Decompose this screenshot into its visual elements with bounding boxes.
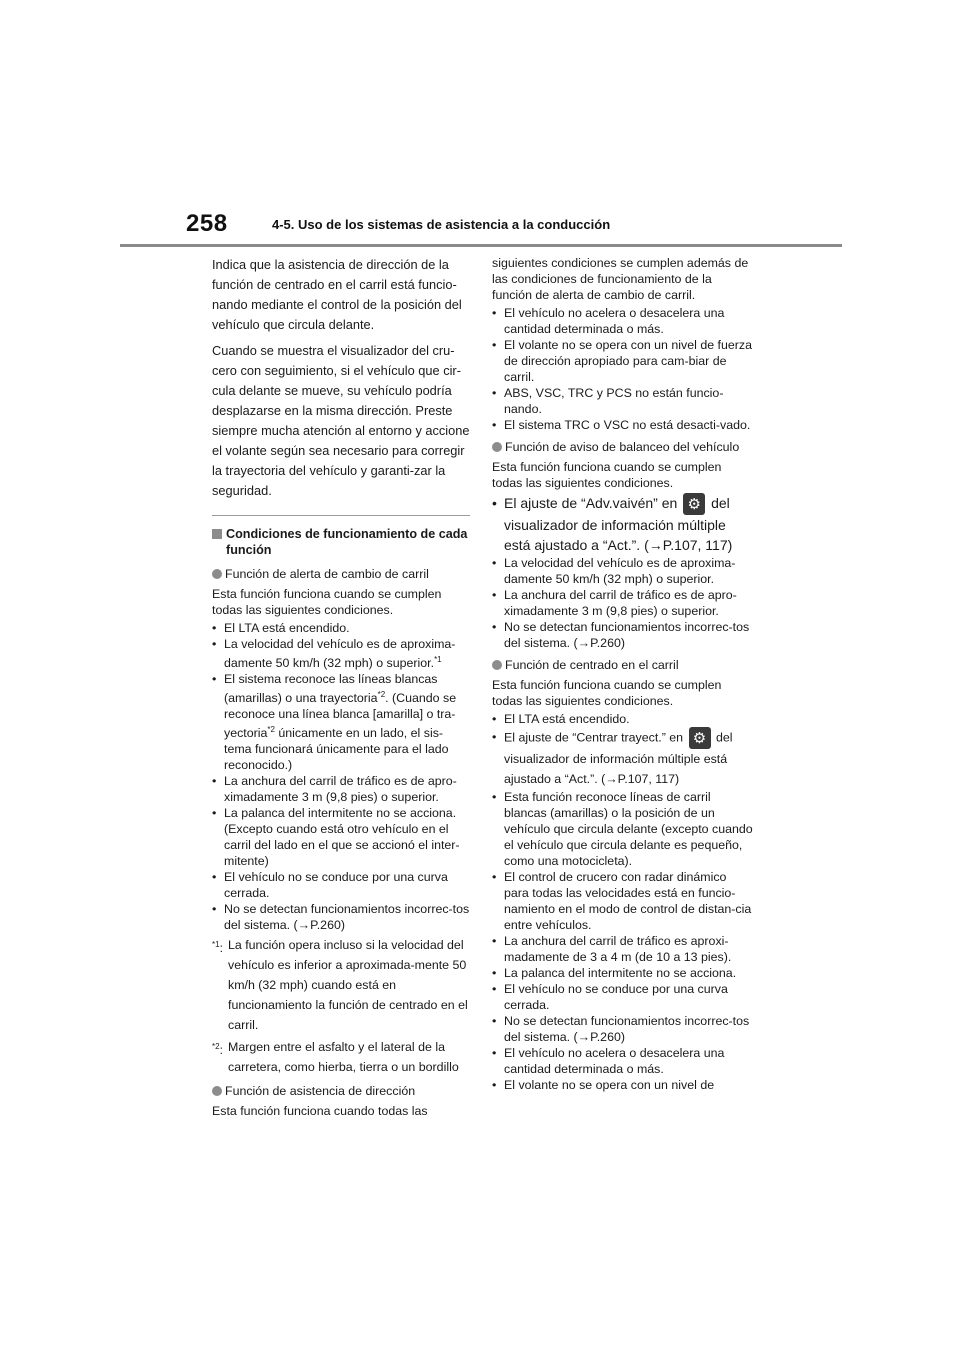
list-item-text: La velocidad del vehículo es de aproxima-damente 50 km/h (32 mph) o superior.: [224, 637, 456, 671]
section-divider: [212, 515, 470, 516]
continued-text: siguientes condiciones se cumplen además de las condiciones de funcionamiento de la función de alerta de cambio de carril.: [492, 256, 749, 302]
footnote-1: [212, 935, 470, 1035]
footnote-ref: *2: [377, 690, 386, 700]
subsection-title-steering-assist: [212, 1083, 470, 1099]
settings-icon: ⚙: [683, 493, 705, 515]
list-item: • El LTA está encendido.: [492, 711, 754, 727]
intro-text: [212, 255, 470, 501]
list-item: • La anchura del carril de tráfico es de apro-ximadamente 3 m (9,8 pies) o superior.: [212, 773, 470, 805]
list-item-text: del visualizador de información múltiple está ajustado a “Act.”. (→P.107, 117): [504, 495, 733, 554]
right-column: [492, 255, 754, 1093]
square-bullet-icon: [212, 529, 222, 539]
list-item: • La velocidad del vehículo es de aproxima-damente 50 km/h (32 mph) o superior.: [492, 555, 754, 587]
list-item: • El volante no se opera con un nivel de fuerza de dirección apropiado para cam-biar de carril.: [492, 337, 754, 385]
subsection-title-lane-departure: [212, 566, 470, 582]
footnote-mark: $^{*2}$:: [212, 1042, 223, 1058]
list-item-text: El sistema reconoce las líneas blancas (amarillas) o una trayectoria: [224, 672, 438, 706]
list-item: [212, 671, 470, 773]
settings-icon: ⚙: [689, 727, 711, 749]
list-item: • El vehículo no se conduce por una curva cerrada.: [212, 869, 470, 901]
list-item: • El vehículo no se conduce por una curva cerrada.: [492, 981, 754, 1013]
list-item: • El vehículo no acelera o desacelera una cantidad determinada o más.: [492, 305, 754, 337]
list-item: • Esta función reconoce líneas de carril blancas (amarillas) o la posición de un vehículo que circula delante (excepto cuando el vehículo que circula delante es pequeño, como una motocicleta).: [492, 789, 754, 869]
section-title: 4-5. Uso de los sistemas de asistencia a la conducción: [272, 217, 611, 232]
header-divider: [120, 244, 842, 247]
left-column: [212, 255, 470, 1119]
subsection-title-text: Función de alerta de cambio de carril: [225, 567, 429, 581]
list-item: • La palanca del intermitente no se acciona.: [492, 965, 754, 981]
list-item: • No se detectan funcionamientos incorrec-tos del sistema. (→P.260): [492, 619, 754, 651]
list-item: • El sistema TRC o VSC no está desacti-vado.: [492, 417, 754, 433]
list-item: • La anchura del carril de tráfico es aproxi-madamente de 3 a 4 m (de 10 a 13 pies).: [492, 933, 754, 965]
footnote-ref: *2: [267, 725, 275, 735]
subsection-title-text: Función de aviso de balanceo del vehículo: [505, 440, 740, 454]
subsection-text: Esta función funciona cuando se cumplen todas las siguientes condiciones.: [492, 678, 722, 709]
footnote-ref: *1: [434, 655, 442, 664]
circle-bullet-icon: [492, 442, 502, 452]
subsection-text: Esta función funciona cuando se cumplen todas las siguientes condiciones.: [492, 460, 722, 490]
list-item: [492, 727, 754, 789]
condition-list: [492, 711, 754, 1093]
subsection-title-text: Función de centrado en el carril: [505, 658, 679, 673]
subsection-title-text: Función de asistencia de dirección: [225, 1084, 416, 1099]
subsection-title-sway-warning: [492, 439, 754, 455]
list-item: • La palanca del intermitente no se acciona. (Excepto cuando está otro vehículo en el carril del lado en el que se accionó el inter-mitente): [212, 805, 470, 869]
circle-bullet-icon: [212, 569, 222, 579]
list-item: • ABS, VSC, TRC y PCS no están funcio-nando.: [492, 385, 754, 417]
list-item: [492, 493, 754, 555]
condition-list: [212, 620, 470, 933]
list-item: • La anchura del carril de tráfico es de apro-ximadamente 3 m (9,8 pies) o superior.: [492, 587, 754, 619]
list-item-text: El ajuste de “Adv.vaivén” en: [504, 495, 678, 511]
list-item: • El LTA está encendido.: [212, 620, 470, 636]
circle-bullet-icon: [212, 1086, 222, 1096]
subsection-title-lane-centering: [492, 657, 754, 673]
list-item: [212, 636, 470, 671]
list-item: • El control de crucero con radar dinámico para todas las velocidades está en funcio-namiento en el modo de control de distan-cia entre vehículos.: [492, 869, 754, 933]
page-number: 258: [186, 210, 228, 237]
footnote-text: La función opera incluso si la velocidad del vehículo es inferior a aproximada-mente 50 km/h (32 mph) cuando está en funcionamiento la función de centrado en el carril.: [228, 938, 468, 1033]
list-item-text: únicamente en un lado, el sis-tema funcionará únicamente para el lado reconocido.): [224, 726, 449, 773]
list-item-text: El ajuste de “Centrar trayect.” en: [504, 730, 684, 745]
subsection-text: Esta función funciona cuando todas las: [212, 1104, 428, 1119]
list-item-text: . (Cuando se reconoce una línea blanca [amarilla] o tra-yectoria: [224, 691, 457, 741]
list-item: • El vehículo no acelera o desacelera una cantidad determinada o más.: [492, 1045, 754, 1077]
circle-bullet-icon: [492, 660, 502, 670]
condition-list: [492, 493, 754, 651]
heading-text: Condiciones de funcionamiento de cada función: [226, 527, 468, 557]
list-item-text: del visualizador de información múltiple está ajustado a “Act.”. (→P.107, 117): [504, 730, 733, 787]
footnote-text: Margen entre el asfalto y el lateral de la carretera, como hierba, tierra o un bordillo: [228, 1040, 459, 1075]
list-item: • El volante no se opera con un nivel de: [492, 1077, 754, 1093]
footnote-2: [212, 1037, 470, 1077]
section-heading: [212, 526, 470, 558]
list-item: • No se detectan funcionamientos incorrec-tos del sistema. (→P.260): [492, 1013, 754, 1045]
intro-paragraph-1: Indica que la asistencia de dirección de la función de centrado en el carril está funcio-nando mediante el control de la posición del vehículo que circula delante.: [212, 257, 462, 332]
condition-list: [492, 305, 754, 433]
intro-paragraph-2: Cuando se muestra el visualizador del cru-cero con seguimiento, si el vehículo que cir-cula delante se mueve, su vehículo podría desplazarse en la misma dirección. Preste siempre mucha atención al entorno y accione el volante según sea necesario para corregir la trayectoria del vehículo y garanti-zar la seguridad.: [212, 343, 470, 498]
list-item: • No se detectan funcionamientos incorrec-tos del sistema. (→P.260): [212, 901, 470, 933]
subsection-text: Esta función funciona cuando se cumplen todas las siguientes condiciones.: [212, 587, 442, 617]
footnote-mark: $^{*1}$:: [212, 940, 223, 956]
